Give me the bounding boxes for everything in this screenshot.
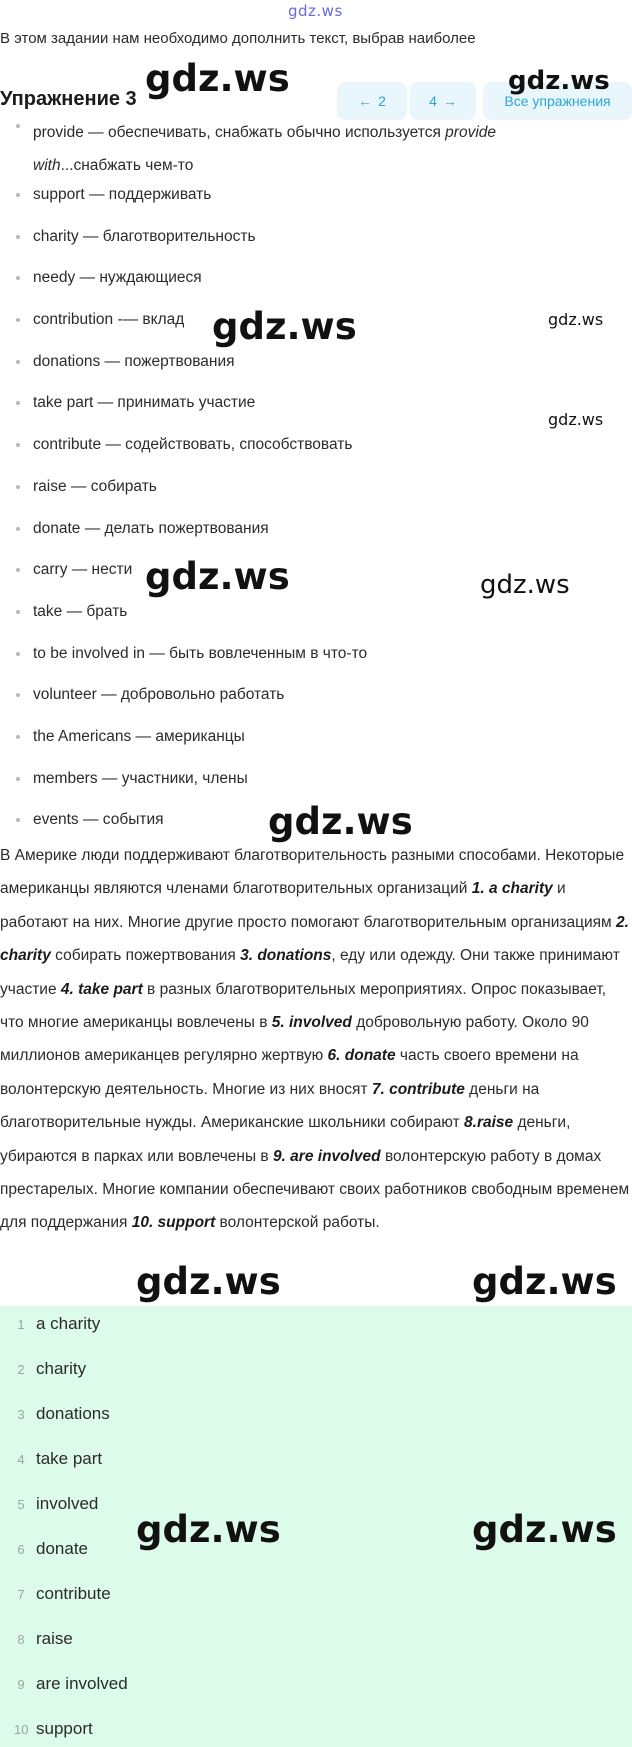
page-title: Упражнение 3 (0, 88, 137, 110)
answer-row (0, 1627, 632, 1657)
prev-exercise-button[interactable] (337, 82, 407, 120)
list-item: contribute — содействовать, способствовать (0, 432, 632, 474)
answer-row (0, 1312, 632, 1342)
answer-text: take part (36, 1449, 103, 1468)
list-item: take — брать (0, 599, 632, 641)
answer-text: a charity (36, 1314, 101, 1333)
watermark: gdz.ws (145, 57, 290, 100)
answer-text: contribute (36, 1584, 111, 1603)
answer-number: 6 (17, 1542, 25, 1557)
answer-number: 4 (17, 1452, 25, 1467)
answer-number: 8 (17, 1632, 25, 1647)
watermark: gdz.ws (472, 1260, 617, 1303)
list-item: donate — делать пожертвования (0, 516, 632, 558)
watermark: gdz.ws (268, 800, 413, 843)
list-item: contribution -— вклад (0, 307, 632, 349)
watermark: gdz.ws (136, 1508, 281, 1551)
answer-text: involved (36, 1494, 99, 1513)
answer-text: support (36, 1719, 93, 1738)
answer-text: are involved (36, 1674, 128, 1693)
translation-paragraph: В Америке люди поддерживают благотворительность разными способами. Некоторые американцы являются членами благотворительных организаций 1. a charity и работают на них. Многие другие просто помогают благотворительным организациям 2. charity собирать пожертвования 3. donations, еду или одежду. Они также принимают участие 4. take part в разных благотворительных мероприятиях. Опрос показывает, что многие американцы вовлечены в 5. involved добровольную работу. Около 90 миллионов американцев регулярно жертвую 6. donate часть своего времени на волонтерскую деятельность. Многие из них вносят 7. contribute деньги на благотворительные нужды. Американские школьники собирают 8.raise деньги, убираются в парках или вовлечены в 9. are involved волонтерскую работу в домах престарелых. Многие компании обеспечивают своих работников свободным временем для поддержания 10. support волонтерской работы. (0, 847, 630, 1232)
arrow-right-icon: → (442, 93, 457, 109)
answer-row (0, 1672, 632, 1702)
list-item: needy — нуждающиеся (0, 265, 632, 307)
answer-text: raise (36, 1629, 73, 1648)
answer-row (0, 1582, 632, 1612)
answer-number: 9 (17, 1677, 25, 1692)
watermark: gdz.ws (480, 570, 570, 600)
answer-number: 10 (14, 1722, 29, 1737)
watermark: gdz.ws (508, 66, 610, 96)
watermark: gdz.ws (212, 305, 357, 348)
next-exercise-button[interactable] (410, 82, 476, 120)
answer-text: charity (36, 1359, 87, 1378)
all-exercises-button[interactable]: Все упражнения (483, 82, 632, 120)
answer-text: donate (36, 1539, 88, 1558)
intro-text: В этом задании нам необходимо дополнить текст, выбрав наиболее (0, 30, 476, 47)
answer-text: donations (36, 1404, 110, 1423)
prev-exercise-label: 2 (378, 93, 386, 109)
list-item: members — участники, члены (0, 766, 632, 808)
watermark: gdz.ws (145, 555, 290, 598)
list-item: raise — собирать (0, 474, 632, 516)
list-item: carry — нести (0, 557, 632, 599)
answer-number: 5 (17, 1497, 25, 1512)
watermark: gdz.ws (472, 1508, 617, 1551)
list-item: donations — пожертвования (0, 349, 632, 391)
list-item: events — события (0, 807, 632, 838)
site-logo[interactable]: gdz.ws (288, 2, 343, 20)
next-exercise-label: 4 (429, 93, 437, 109)
answer-number: 7 (17, 1587, 25, 1602)
list-item: charity — благотворительность (0, 224, 632, 266)
answer-number: 1 (17, 1317, 25, 1332)
answer-number: 2 (17, 1362, 25, 1377)
list-item: to be involved in — быть вовлеченным в что-то (0, 641, 632, 683)
answer-row (0, 1447, 632, 1477)
vocabulary-list (0, 116, 632, 838)
answer-row (0, 1717, 632, 1747)
answer-row (0, 1357, 632, 1387)
answer-number: 3 (17, 1407, 25, 1422)
watermark: gdz.ws (136, 1260, 281, 1303)
watermark: gdz.ws (548, 310, 604, 329)
list-item: take part — принимать участие (0, 390, 632, 432)
list-item: provide — обеспечивать, снабжать обычно используется provide with...снабжать чем-то (0, 116, 632, 182)
watermark: gdz.ws (548, 410, 604, 429)
list-item: support — поддерживать (0, 182, 632, 224)
arrow-left-icon: ← (358, 93, 373, 109)
answer-row (0, 1402, 632, 1432)
list-item: volunteer — добровольно работать (0, 682, 632, 724)
list-item: the Americans — американцы (0, 724, 632, 766)
